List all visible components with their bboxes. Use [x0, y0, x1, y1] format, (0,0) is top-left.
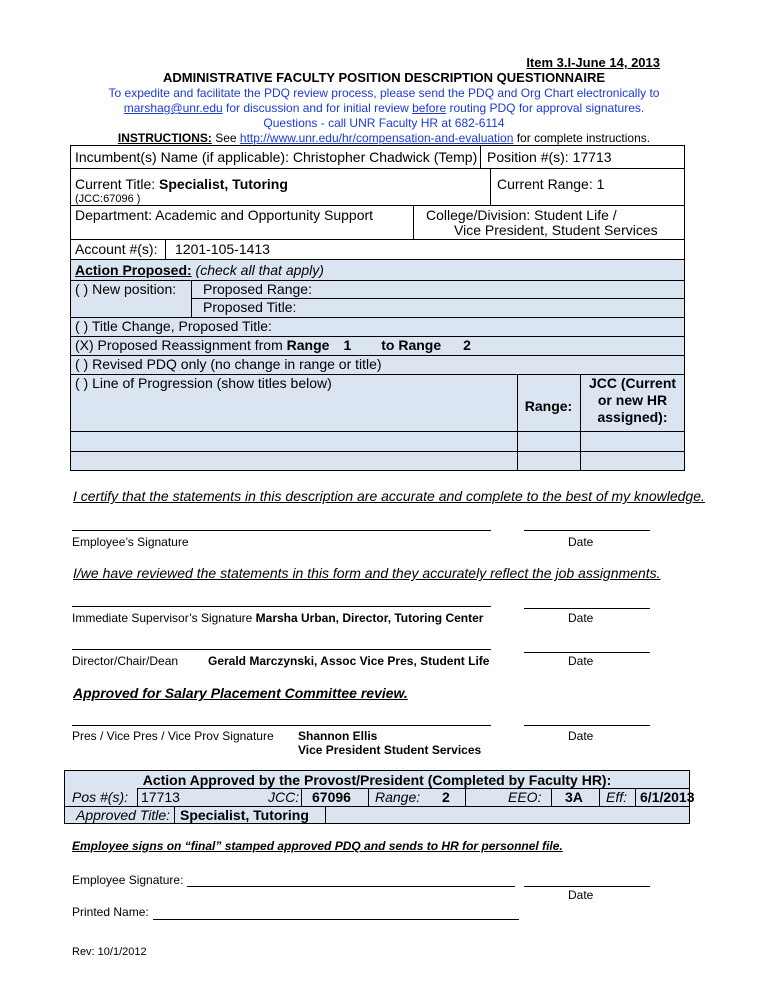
- employee-date-label: Date: [568, 535, 594, 549]
- final-instruction: Employee signs on “final” stamped approved PDQ and sends to HR for personnel file.: [72, 839, 563, 853]
- approved-title-value: Specialist, Tutoring: [180, 807, 309, 823]
- jcc-value: 67096: [312, 789, 351, 805]
- range-column-header: Range:: [524, 398, 573, 414]
- instructions-line: [0, 131, 768, 145]
- pos-label: Pos #(s):: [72, 789, 129, 805]
- email-link[interactable]: marshag@unr.edu: [123, 101, 223, 115]
- supervisor-label: Immediate Supervisor’s Signature: [72, 611, 256, 625]
- supervisor-date-label: Date: [568, 611, 594, 625]
- account-number: 1201-105-1413: [175, 241, 270, 257]
- jcc-code: (JCC:67096 ): [75, 193, 141, 205]
- certify-statement: I certify that the statements in this description are accurate and complete to the best of my knowledge.: [73, 488, 705, 504]
- instructions-label: INSTRUCTIONS:: [117, 131, 212, 145]
- action-label: Action Proposed:: [75, 262, 192, 278]
- proposed-range: Proposed Range:: [203, 281, 312, 297]
- item-reference: Item 3.I-June 14, 2013: [526, 55, 660, 70]
- pres-signature-label: Pres / Vice Pres / Vice Prov Signature: [72, 729, 274, 743]
- approved-title-label: Approved Title:: [76, 807, 171, 823]
- reviewed-statement: I/we have reviewed the statements in this form and they accurately reflect the job assignments.: [73, 565, 661, 581]
- final-date-label: Date: [568, 888, 594, 902]
- printed-name-label: Printed Name:: [72, 905, 149, 919]
- director-label: Director/Chair/Dean: [72, 654, 179, 668]
- jcc-col-line-3: assigned):: [597, 409, 668, 425]
- jcc-col-line-2: or new HR: [597, 392, 668, 408]
- eff-value: 6/1/2013: [640, 789, 695, 805]
- eeo-label: EEO:: [508, 789, 542, 805]
- college-division-1: College/Division: Student Life /: [426, 207, 617, 223]
- supervisor-name: Marsha Urban, Director, Tutoring Center: [255, 611, 484, 625]
- jcc-column-header: [580, 375, 685, 426]
- department: Department: Academic and Opportunity Support: [75, 207, 374, 223]
- note-before: before: [412, 101, 447, 115]
- eeo-value: 3A: [565, 789, 583, 805]
- note-line-3: Questions - call UNR Faculty HR at 682-6114: [263, 116, 505, 130]
- reassign-to: 2: [463, 337, 471, 353]
- instructions-end: for complete instructions.: [513, 131, 651, 145]
- note-line-2: [0, 101, 768, 115]
- proposed-title: Proposed Title:: [203, 299, 297, 315]
- note-text: for discussion and for initial review: [222, 101, 413, 115]
- progression-option[interactable]: ( ) Line of Progression (show titles below): [75, 375, 332, 391]
- reassign-to-label: to Range: [381, 337, 442, 353]
- current-range: Current Range: 1: [497, 176, 605, 192]
- employee-signature-final: Employee Signature:: [72, 873, 184, 887]
- college-division-2: Vice President, Student Services: [454, 222, 658, 238]
- current-title-label: Current Title:: [75, 176, 160, 192]
- note-line-1: To expedite and facilitate the PDQ review process, please send the PDQ and Org Chart electronically to: [108, 86, 660, 100]
- pres-date-label: Date: [568, 729, 594, 743]
- action-hint: (check all that apply): [191, 262, 324, 278]
- range-label: Range:: [375, 789, 421, 805]
- pos-value: 17713: [141, 789, 180, 805]
- new-position-option[interactable]: ( ) New position:: [75, 281, 177, 297]
- employee-signature-label: Employee’s Signature: [72, 535, 189, 549]
- supervisor-signature: [72, 611, 483, 625]
- eff-label: Eff:: [606, 789, 628, 805]
- jcc-label: JCC:: [268, 789, 300, 805]
- jcc-col-line-1: JCC (Current: [588, 375, 677, 391]
- pres-title: Vice President Student Services: [298, 743, 482, 757]
- revision-date: Rev: 10/1/2012: [72, 946, 147, 958]
- current-title: [75, 176, 288, 192]
- reassign-range-label: Range: [286, 337, 330, 353]
- revised-pdq-option[interactable]: ( ) Revised PDQ only (no change in range or title): [75, 356, 382, 372]
- approved-statement: Approved for Salary Placement Committee review.: [73, 685, 408, 701]
- form-title: ADMINISTRATIVE FACULTY POSITION DESCRIPTION QUESTIONNAIRE: [162, 70, 606, 85]
- range-value: 2: [442, 789, 450, 805]
- title-change-option[interactable]: ( ) Title Change, Proposed Title:: [75, 318, 272, 334]
- instructions-see: See: [215, 131, 240, 145]
- director-date-label: Date: [568, 654, 594, 668]
- reassign-text: (X) Proposed Reassignment from: [75, 337, 287, 353]
- incumbent-name: Incumbent(s) Name (if applicable): Christopher Chadwick (Temp): [75, 149, 478, 165]
- reassignment-option[interactable]: [75, 337, 471, 353]
- pres-name: Shannon Ellis: [298, 729, 378, 743]
- action-proposed: [75, 262, 324, 278]
- reassign-from: 1: [343, 337, 352, 353]
- position-number: Position #(s): 17713: [487, 149, 612, 165]
- current-title-value: Specialist, Tutoring: [159, 176, 288, 192]
- director-name: Gerald Marczynski, Assoc Vice Pres, Student Life: [208, 654, 490, 668]
- note-text-end: routing PDQ for approval signatures.: [446, 101, 645, 115]
- approval-heading: Action Approved by the Provost/President (Completed by Faculty HR):: [142, 772, 612, 788]
- account-label: Account #(s):: [75, 241, 158, 257]
- instructions-link[interactable]: http://www.unr.edu/hr/compensation-and-evaluation: [239, 131, 514, 145]
